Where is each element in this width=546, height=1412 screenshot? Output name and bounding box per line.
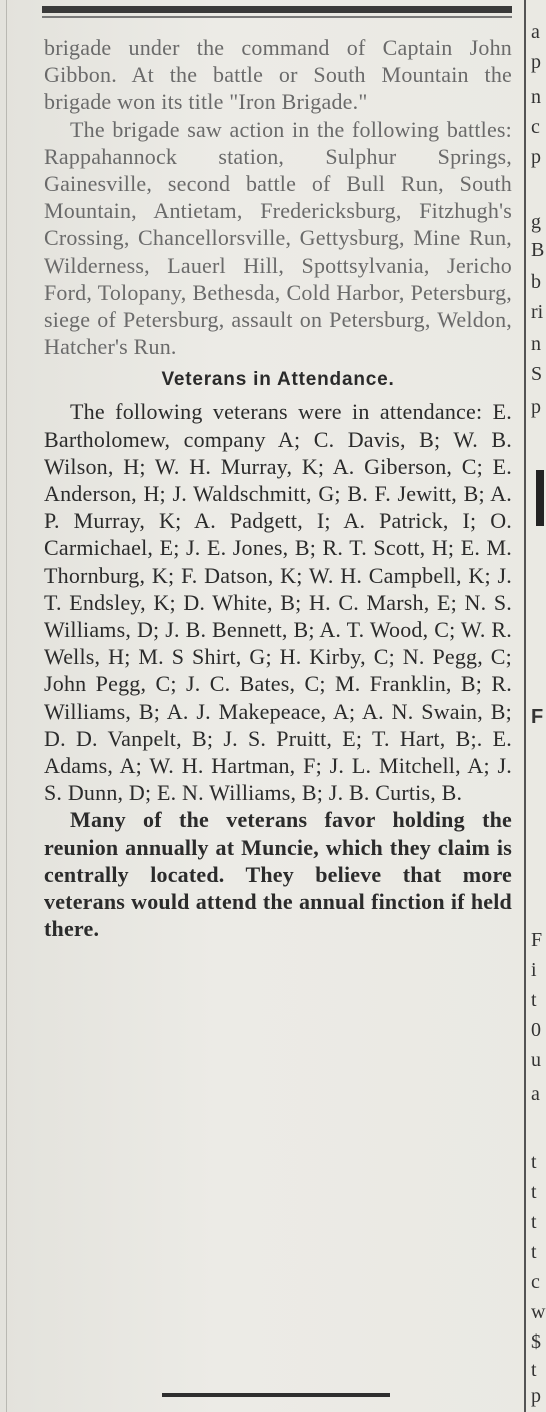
adjacent-text-fragment: c [531, 116, 540, 138]
adjacent-text-fragment: t [531, 1181, 537, 1203]
adjacent-text-fragment: t [531, 1241, 537, 1263]
adjacent-text-fragment: n [531, 86, 541, 108]
closing-rule [162, 1393, 390, 1397]
adjacent-text-fragment: g [531, 211, 541, 233]
adjacent-text-fragment: B [531, 239, 545, 261]
adjacent-text-fragment: F [531, 929, 543, 951]
adjacent-text-fragment: a [531, 1083, 540, 1105]
column-divider [524, 0, 526, 1412]
article-column [44, 34, 512, 943]
top-rule-thick [42, 6, 512, 13]
article-paragraph-brigade: brigade under the command of Captain John Gibbon. At the battle or South Mountain the brigade won its title "Iron Brigade." [44, 35, 512, 115]
adjacent-text-fragment: c [531, 1271, 540, 1293]
adjacent-column-fragment [528, 0, 546, 1412]
adjacent-text-fragment: u [531, 1049, 541, 1071]
adjacent-text-fragment: p [531, 146, 541, 168]
article-paragraph-battles: The brigade saw action in the following battles: Rappahannock station, Sulphur Springs, Gainesville, second battle of Bull Run, South Mountain, Antietam, Fredericksburg, Fitzhugh's Crossing, Chancellorsville, Gettysburg, Mine Run, Wilderness, Lauerl Hill, Spottsylvania, Jericho Ford, Tolopany, Bethesda, Cold Harbor, Petersburg, siege of Petersburg, assault on Petersburg, Weldon, Hatcher's Run. [44, 116, 512, 360]
adjacent-text-fragment: 0 [531, 1019, 541, 1041]
page-edge-shadow [6, 0, 7, 1412]
adjacent-text-fragment: t [531, 1359, 537, 1381]
article-paragraph-reunion: Many of the veterans favor holding the reunion annually at Muncie, which they claim is centrally located. They believe that more veterans would attend the annual finction if held there. [44, 807, 512, 942]
adjacent-text-fragment: a [531, 21, 540, 43]
adjacent-text-fragment: t [531, 989, 537, 1011]
adjacent-text-fragment: i [531, 959, 537, 981]
adjacent-text-fragment: $ [531, 1331, 541, 1353]
adjacent-text-fragment: p [531, 1385, 541, 1407]
adjacent-text-fragment: n [531, 333, 541, 355]
top-rule-thin [42, 16, 512, 18]
adjacent-text-fragment: w [531, 1301, 546, 1323]
adjacent-text-fragment: S [531, 363, 543, 385]
adjacent-text-fragment: p [531, 396, 541, 418]
adjacent-text-fragment: t [531, 1211, 537, 1233]
adjacent-text-fragment: t [531, 1151, 537, 1173]
adjacent-column-bar [536, 470, 544, 526]
adjacent-text-fragment: F [531, 706, 544, 728]
section-heading: Veterans in Attendance. [161, 369, 395, 391]
adjacent-text-fragment: b [531, 271, 541, 293]
article-paragraph-veterans: The following veterans were in attendance: E. Bartholomew, company A; C. Davis, B; W. B. Wilson, H; W. H. Murray, K; A. Giberson, C; E. Anderson, H; J. Waldschmitt, G; B. F. Jewitt, B; A. P. Murray, K; A. Padgett, I; A. Patrick, I; O. Carmichael, E; J. E. Jones, B; R. T. Scott, H; E. M. Thornburg, K; F. Datson, K; W. H. Campbell, K; J. T. Endsley, K; D. White, B; H. C. Marsh, E; N. S. Williams, D; J. B. Bennett, B; A. T. Wood, C; W. R. Wells, H; M. S Shirt, G; H. Kirby, C; N. Pegg, C; John Pegg, C; J. C. Bates, C; M. Franklin, B; R. Williams, B; A. J. Makepeace, A; A. N. Swain, B; D. D. Vanpelt, B; J. S. Pruitt, E; T. Hart, B;. E. Adams, A; W. H. Hartman, F; J. L. Mitchell, A; J. S. Dunn, D; E. N. Williams, B; J. B. Curtis, B. [44, 399, 512, 806]
adjacent-text-fragment: ri [531, 301, 544, 323]
adjacent-text-fragment: p [531, 51, 541, 73]
